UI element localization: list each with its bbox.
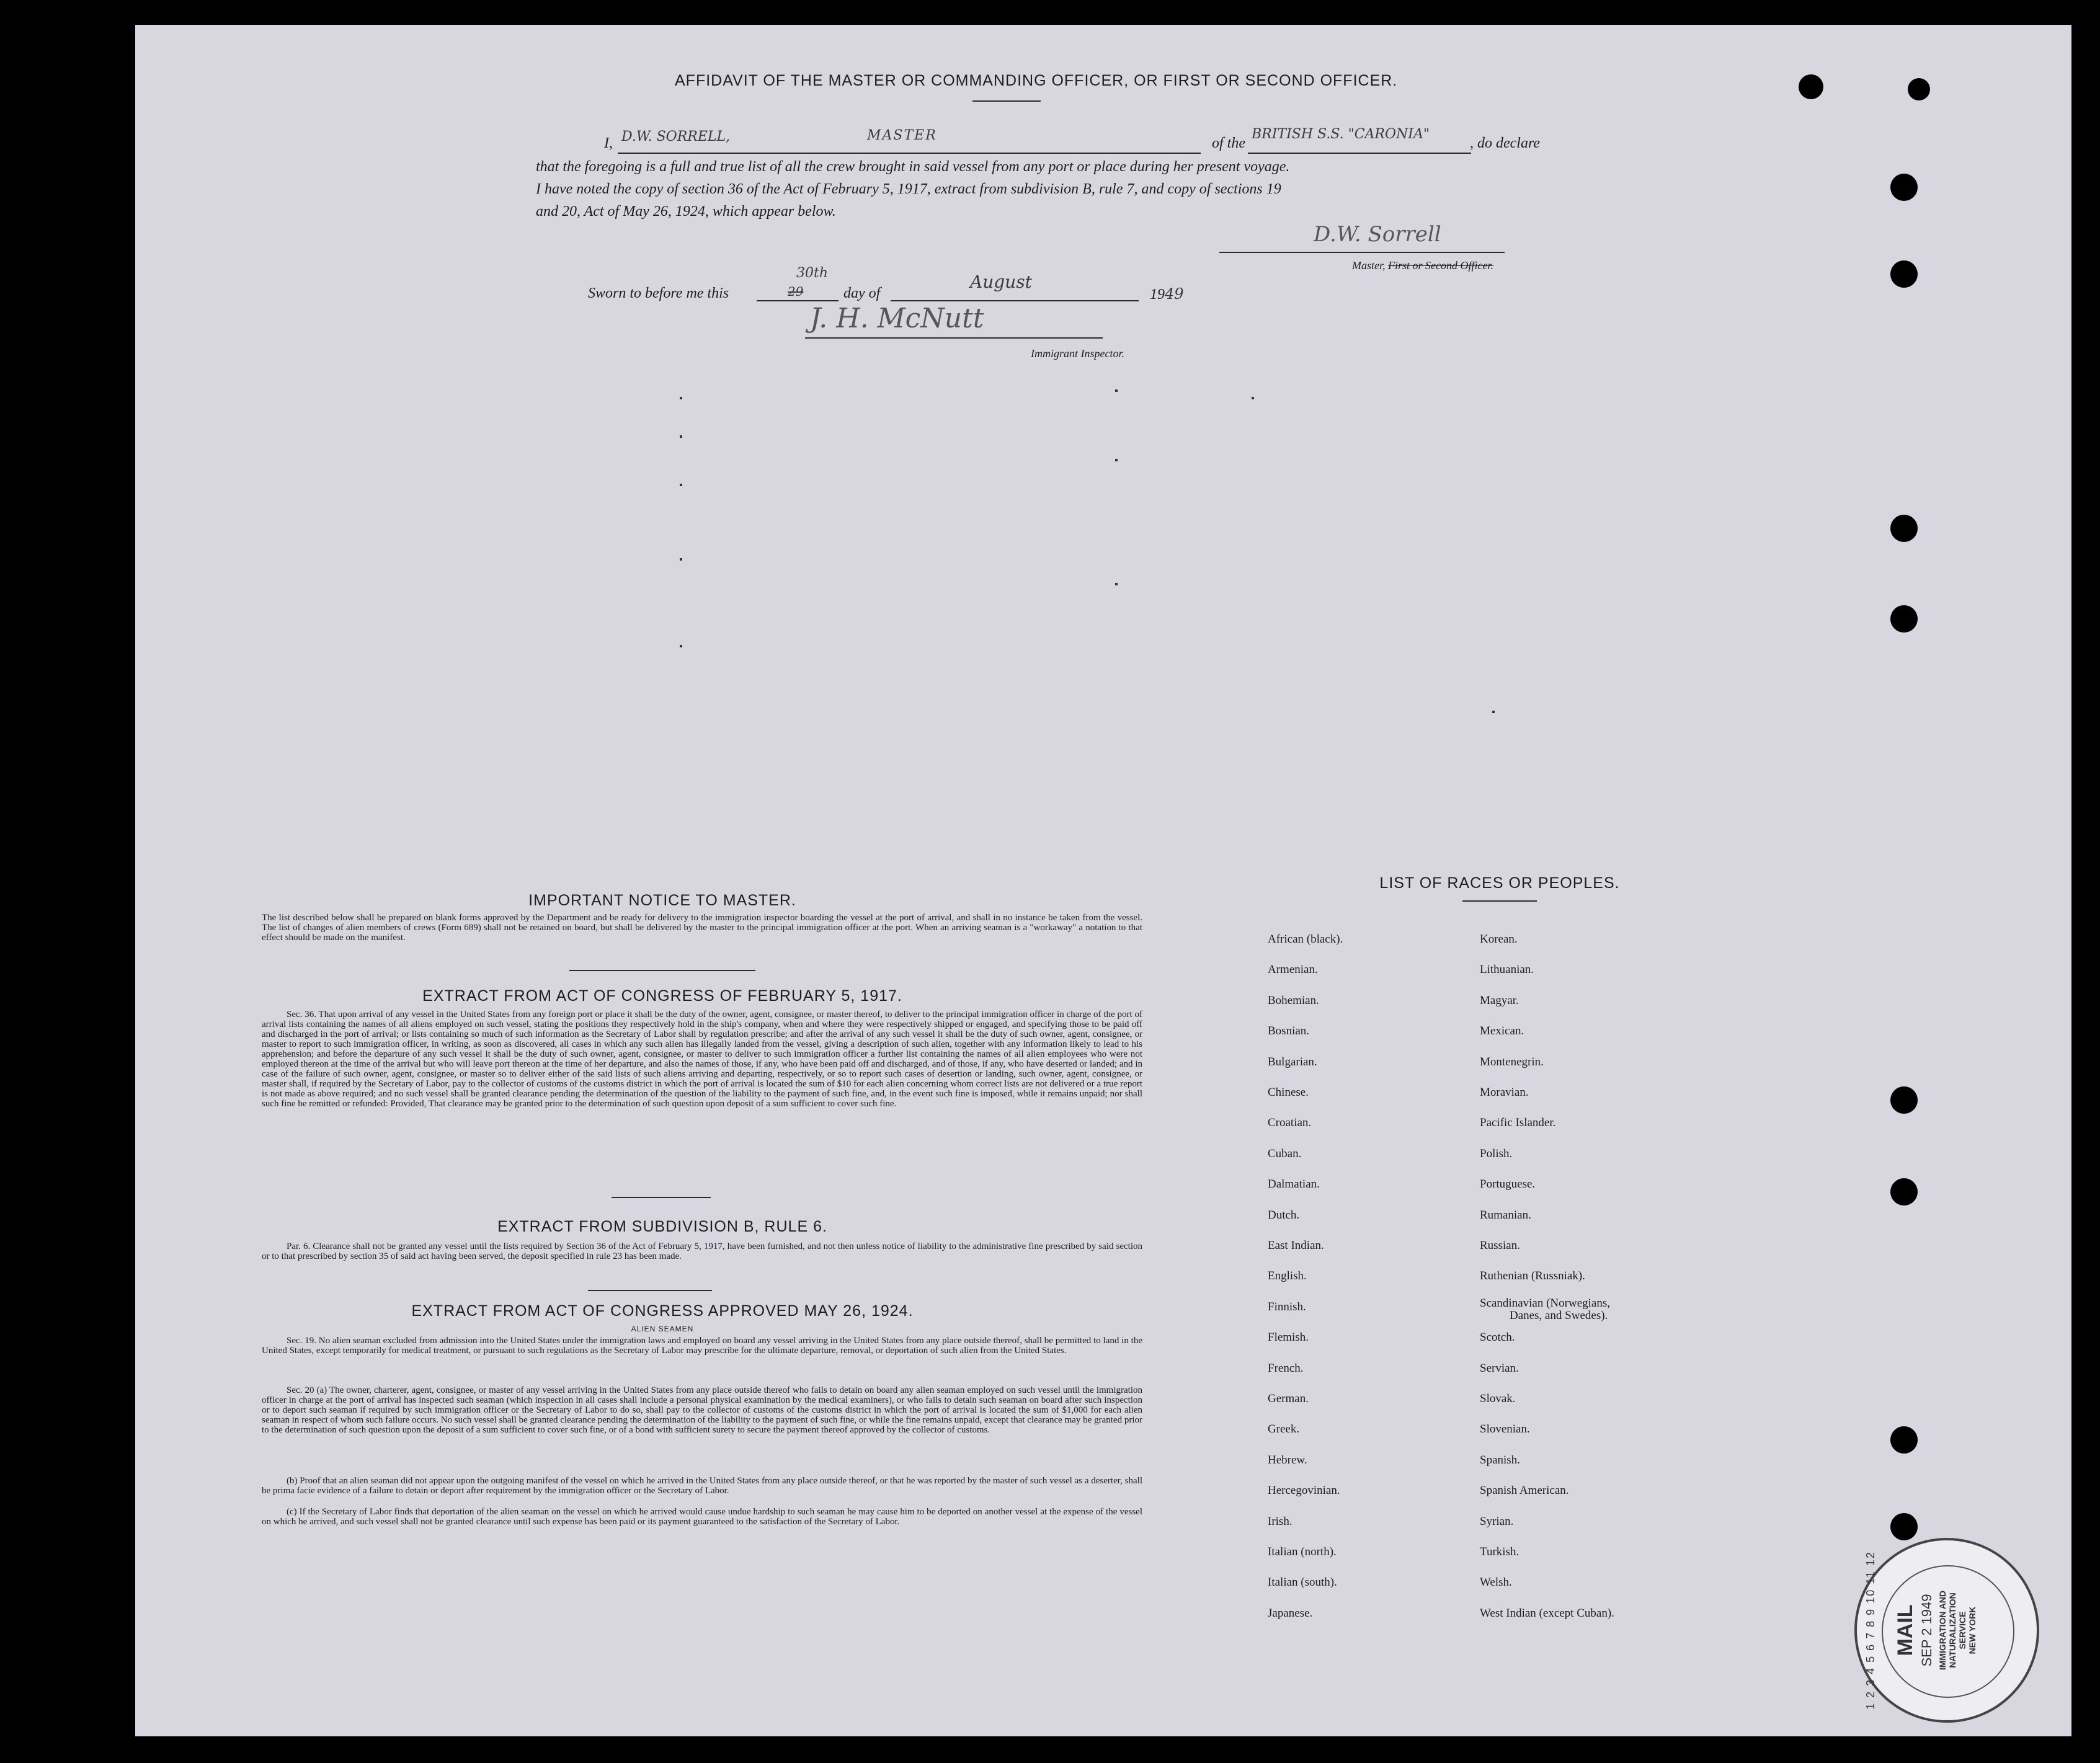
title-divider (972, 100, 1041, 102)
master-signature: D.W. Sorrell (1314, 222, 1441, 247)
race-item: Magyar. (1480, 993, 1519, 1007)
sec-19-text: Sec. 19. No alien seaman excluded from admission into the United States under the immigration laws and employed on board any vessel arriving in the United States from any place outside thereof, shall be permitted to land in the United States, except temporarily for medical treatment, or pursuant to such regulations as the Secretary of Labor may prescribe for the ultimate departure, removal, or deportation of such alien from the United States. (262, 1336, 1142, 1356)
race-item: Moravian. (1480, 1086, 1529, 1099)
year-suffix: 49 (1165, 285, 1184, 303)
punch-hole (1799, 74, 1823, 99)
month-line (891, 293, 1139, 301)
signer-label (1352, 259, 1493, 272)
sworn-month: August (970, 272, 1032, 292)
stamp-agency-3: SERVICE (1957, 1611, 1967, 1650)
race-item: German. (1268, 1392, 1309, 1405)
race-item: Italian (south). (1268, 1576, 1337, 1589)
race-item: Montenegrin. (1480, 1055, 1544, 1068)
race-item: West Indian (except Cuban). (1480, 1606, 1614, 1620)
stamp-date: SEP 2 1949 (1919, 1594, 1934, 1667)
bleed-mark (1252, 397, 1254, 399)
race-item: Polish. (1480, 1147, 1513, 1160)
race-item: Slovenian. (1480, 1423, 1530, 1436)
race-item: Greek. (1268, 1423, 1300, 1436)
punch-hole (1890, 260, 1918, 288)
extract-1917-divider (612, 1197, 711, 1198)
punch-hole (1890, 1426, 1918, 1454)
punch-hole (1890, 605, 1918, 633)
punch-hole (1890, 1086, 1918, 1114)
affidavit-line-3: I have noted the copy of section 36 of the Act of February 5, 1917, extract from subdivision B, rule 7, and copy of sections 19 (536, 181, 1281, 197)
punch-hole (1908, 78, 1930, 100)
race-item: Korean. (1480, 933, 1518, 946)
race-item: Chinese. (1268, 1086, 1309, 1099)
race-item: Danes, and Swedes). (1510, 1308, 1608, 1322)
race-item: Rumanian. (1480, 1208, 1531, 1222)
race-item: Armenian. (1268, 963, 1318, 977)
race-item: Scandinavian (Norwegians, (1480, 1296, 1610, 1310)
subdivision-text: Par. 6. Clearance shall not be granted any vessel until the lists required by Section 36 of the Act of February 5, 1917, have been furnished, and not then unless notice of liability to the administrative fine prescribed by said section or to that prescribed by section 35 of said act having been served, the deposit specified in rule 23 has been made. (262, 1241, 1142, 1261)
alien-seamen-subtitle: ALIEN SEAMEN (631, 1325, 694, 1333)
race-item: Slovak. (1480, 1392, 1516, 1405)
inspector-signature: J. H. McNutt (810, 303, 984, 334)
race-item: Turkish. (1480, 1545, 1519, 1558)
bleed-mark (680, 558, 682, 561)
race-item: Bosnian. (1268, 1024, 1310, 1038)
do-declare-text: , do declare (1470, 135, 1541, 151)
stamp-agency-2: NATURALIZATION (1947, 1592, 1957, 1668)
sec-20a-text: Sec. 20 (a) The owner, charterer, agent, consignee, or master of any vessel arriving in the United States from any place outside thereof who fails to detain on board any alien seaman employed on such vessel until the immigration officer in charge at the port of arrival has inspected such seaman (which inspection in all cases shall include a personal physical examination by the medical examiners), or who fails to detain such seaman on board after such inspection or to deport such seaman if required by such immigration officer or the Secretary of Labor to do so, shall pay to the collector of customs of the customs district in which the port of arrival is located the sum of $1,000 for each alien seaman in respect of whom such failure occurs. No such vessel shall be granted clearance pending the determination of the liability to the payment of such fine, or while the fine remains unpaid, except that clearance may be granted prior to the determination of such question upon the deposit of a sum sufficient to cover such fine, or of a bond with sufficient surety to secure the payment thereof approved by the collector of customs. (262, 1385, 1142, 1435)
inspector-line (805, 337, 1103, 339)
sworn-day-struck: 29 (788, 284, 804, 299)
bleed-mark (1115, 583, 1118, 585)
stamp-agency-1: IMMIGRATION AND (1938, 1590, 1947, 1671)
master-name: D.W. SORRELL, (621, 129, 731, 144)
race-item: Dalmatian. (1268, 1178, 1320, 1191)
punch-hole (1890, 1513, 1918, 1540)
race-item: Hercegovinian. (1268, 1484, 1340, 1498)
race-item: Russian. (1480, 1239, 1520, 1252)
bleed-mark (680, 484, 682, 486)
affidavit-i: I, (604, 135, 613, 151)
race-item: English. (1268, 1269, 1307, 1283)
race-item: Spanish. (1480, 1453, 1520, 1467)
race-item: Bulgarian. (1268, 1055, 1317, 1068)
race-item: Lithuanian. (1480, 963, 1534, 977)
master-rank: MASTER (867, 128, 937, 143)
bleed-mark (1115, 389, 1118, 392)
bleed-mark (680, 397, 682, 399)
race-item: Scotch. (1480, 1331, 1515, 1344)
race-item: Japanese. (1268, 1606, 1313, 1620)
race-item: Italian (north). (1268, 1545, 1337, 1558)
punch-hole (1890, 1178, 1918, 1206)
punch-hole (1890, 174, 1918, 201)
stamp-rotated-text (1857, 1540, 2037, 1720)
year-prefix: 19 (1150, 286, 1165, 303)
race-item: Portuguese. (1480, 1178, 1536, 1191)
race-item: Pacific Islander. (1480, 1116, 1556, 1130)
race-item: Mexican. (1480, 1024, 1524, 1038)
race-item: Dutch. (1268, 1208, 1300, 1222)
inspector-label: Immigrant Inspector. (1031, 347, 1124, 360)
signature-line (1219, 252, 1505, 253)
race-item: Irish. (1268, 1514, 1292, 1528)
extract-1917-title: EXTRACT FROM ACT OF CONGRESS OF FEBRUARY 5, 1917. (422, 987, 902, 1005)
race-item: Bohemian. (1268, 993, 1319, 1007)
extract-1924-title: EXTRACT FROM ACT OF CONGRESS APPROVED MAY 26, 1924. (411, 1302, 914, 1320)
extract-1917-text: Sec. 36. That upon arrival of any vessel in the United States from any foreign port or place it shall be the duty of the owner, agent, consignee, or master thereof, to deliver to the principal immigration officer in charge of the port of arrival lists containing the names of all aliens employed on such vessel, stating the positions they respectively hold in the ship's company, when and where they were respectively shipped or engaged, and specifying those to be paid off and discharged in the port of arrival; or lists containing so much of such information as the Secretary of Labor shall by regulation prescribe; and after the arrival of any such vessel it shall be the duty of such owner, agent, consignee, or master to report to such immigration officer, in writing, as soon as discovered, all cases in which any such alien has illegally landed from the vessel, giving a description of such alien, together with any information likely to lead to his apprehension; and before the departure of any such vessel it shall be the duty of such owner, agent, consignee, or master to deliver to such immigration officer a further list containing the names of all alien employees who were not employed thereon at the time of the arrival but who will leave port thereon at the time of her departure, and also the names of those, if any, who have been paid off and discharged, and of those, if any, who have deserted or landed; and in case of the failure of such owner, agent, consignee, or master so to deliver either of the said lists of such aliens arriving and departing, respectively, or so to report such cases of desertion or landing, such owner, agent, consignee, or master shall, if required by the Secretary of Labor, pay to the collector of customs of the customs district in which the port of arrival is located the sum of $10 for each alien concerning whom correct lists are not delivered or a true report is not made as above required; and no such vessel shall be granted clearance pending the determination of the question of the liability to the payment of such fine, and, in the event such fine is imposed, while it remains unpaid; nor shall such fine be remitted or refunded: Provided, That clearance may be granted prior to the determination of such question upon deposit of a sum sufficient to cover such fine. (262, 1010, 1142, 1109)
sec-20c-text: (c) If the Secretary of Labor finds that deportation of the alien seaman on the vessel on which he arrived would cause undue hardship to such seaman he may cause him to be deported on another vessel at the expense of the vessel on which he arrived, and such vessel shall not be granted clearance until such expense has been paid or its payment guaranteed to the satisfaction of the Secretary of Labor. (262, 1507, 1142, 1527)
race-item: Finnish. (1268, 1300, 1306, 1313)
mail-receipt-stamp (1854, 1538, 2039, 1723)
race-item: African (black). (1268, 933, 1343, 946)
subdivision-title: EXTRACT FROM SUBDIVISION B, RULE 6. (497, 1218, 827, 1235)
rank-line (829, 144, 1201, 154)
race-item: Hebrew. (1268, 1453, 1307, 1467)
races-title: LIST OF RACES OR PEOPLES. (1379, 874, 1620, 892)
affidavit-line-4: and 20, Act of May 26, 1924, which appear below. (536, 203, 836, 220)
race-item: Welsh. (1480, 1576, 1512, 1589)
bleed-mark (1115, 459, 1118, 461)
sworn-day: 30th (796, 265, 829, 281)
notice-text: The list described below shall be prepared on blank forms approved by the Department and be ready for delivery to the immigration inspector boarding the vessel at the port of arrival, and shall in no instance be taken from the vessel. The list of changes of alien members of crews (Form 689) shall not be retained on board, but shall be delivered by the master to the principal immigration officer at the port. When an arriving seaman is a "workaway" a notation to that effect should be made on the manifest. (262, 913, 1142, 943)
vessel-line (1248, 144, 1471, 154)
master-name-line (618, 144, 829, 154)
stamp-ring-numbers: 1 2 3 4 5 6 7 8 9 10 11 12 (1864, 1551, 1877, 1710)
race-item: Croatian. (1268, 1116, 1312, 1130)
race-item: Cuban. (1268, 1147, 1302, 1160)
subdivision-divider (588, 1290, 712, 1291)
notice-divider (569, 970, 755, 971)
of-the-text: of the (1212, 135, 1245, 151)
punch-hole (1890, 515, 1918, 542)
vessel-name: BRITISH S.S. "CARONIA" (1252, 127, 1430, 142)
signer-label-struck: First or Second Officer. (1388, 259, 1493, 272)
sec-20b-text: (b) Proof that an alien seaman did not appear upon the outgoing manifest of the vessel on which he arrived in the United States from any place outside thereof, or that he was reported by the master of such vessel as a deserter, shall be prima facie evidence of a failure to detain or deport after requirement by the immigration officer or the Secretary of Labor. (262, 1476, 1142, 1496)
race-item: French. (1268, 1361, 1304, 1375)
race-item: Ruthenian (Russniak). (1480, 1269, 1585, 1283)
race-item: East Indian. (1268, 1239, 1324, 1252)
bleed-mark (680, 435, 682, 438)
affidavit-title: AFFIDAVIT OF THE MASTER OR COMMANDING OFFICER, OR FIRST OR SECOND OFFICER. (675, 72, 1398, 89)
bleed-mark (1492, 711, 1495, 713)
stamp-mail: MAIL (1893, 1604, 1917, 1656)
notice-title: IMPORTANT NOTICE TO MASTER. (528, 892, 796, 909)
race-item: Spanish American. (1480, 1484, 1569, 1498)
race-item: Syrian. (1480, 1514, 1514, 1528)
signer-label-master: Master, (1352, 259, 1386, 272)
stamp-city: NEW YORK (1967, 1606, 1977, 1654)
bleed-mark (680, 645, 682, 647)
day-of-text: day of (843, 285, 881, 301)
affidavit-line-2: that the foregoing is a full and true list of all the crew brought in said vessel from any port or place during her present voyage. (536, 159, 1290, 175)
document-sheet (135, 25, 2071, 1736)
race-item: Flemish. (1268, 1331, 1309, 1344)
sworn-year (1150, 285, 1184, 303)
race-item: Servian. (1480, 1361, 1519, 1375)
sworn-prefix: Sworn to before me this (588, 285, 729, 301)
races-divider (1462, 900, 1537, 902)
